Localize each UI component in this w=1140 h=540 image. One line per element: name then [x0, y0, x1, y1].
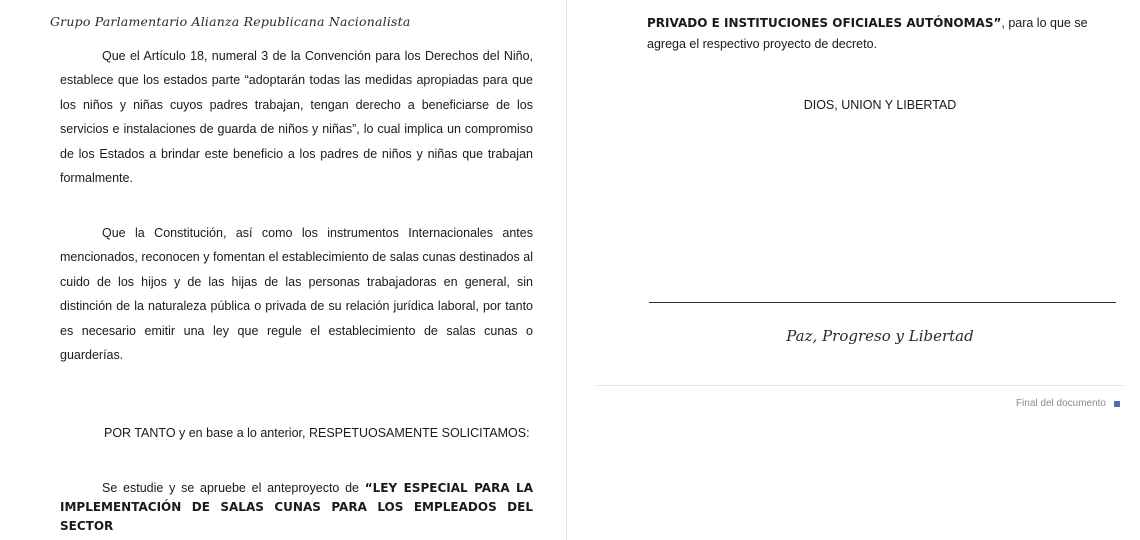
law-title-part-1: “LEY ESPECIAL PARA LA IMPLEMENTACIÓN DE SALAS CUNAS PARA LOS EMPLEADOS DEL SECTOR: [60, 481, 533, 533]
footer-rule: [649, 302, 1116, 303]
end-of-document-label: Final del documento: [1015, 398, 1106, 409]
paragraph-convention: Que el Artículo 18, numeral 3 de la Convención para los Derechos del Niño, establece que los estados parte “adoptarán todas las medidas apropiadas para que los niños y niñas cuyos padres trabajan, tengan derecho a beneficiarse de los servicios e instalaciones de guarda de niños y niñas”, lo cual implica un compromiso de los Estados a brindar este beneficio a los padres de niños y niñas que trabajan formalmente.: [60, 49, 533, 186]
page-header: Grupo Parlamentario Alianza Republicana Nacionalista: [50, 14, 411, 29]
end-of-document-rule: [597, 385, 1124, 386]
document-page-right: [567, 0, 1140, 540]
end-of-document: [1016, 398, 1120, 409]
end-marker-icon: [1114, 401, 1120, 407]
footer-slogan: Paz, Progreso y Libertad: [786, 327, 974, 345]
continuation-text: , para lo que se agrega el respectivo proyecto de decreto.: [647, 16, 1088, 51]
paragraph-continuation: [647, 13, 1093, 55]
document-page-left: [0, 0, 566, 540]
law-title-part-2: PRIVADO E INSTITUCIONES OFICIALES AUTÓNOMAS”: [647, 16, 1002, 30]
motto: DIOS, UNION Y LIBERTAD: [803, 98, 957, 112]
paragraph-por-tanto: POR TANTO y en base a lo anterior, RESPETUOSAMENTE SOLICITAMOS:: [104, 426, 530, 440]
paragraph-request: [60, 479, 533, 536]
paragraph-constitution: Que la Constitución, así como los instrumentos Internacionales antes mencionados, reconocen y fomentan el establecimiento de salas cunas destinados al cuido de los hijos y de las hijas de las personas trabajadoras en general, sin distinción de la naturaleza pública o privada de su relación jurídica laboral, por tanto es necesario emitir una ley que regule el establecimiento de salas cunas o guarderías.: [60, 226, 533, 363]
request-intro-text: Se estudie y se apruebe el anteproyecto de: [102, 481, 365, 495]
